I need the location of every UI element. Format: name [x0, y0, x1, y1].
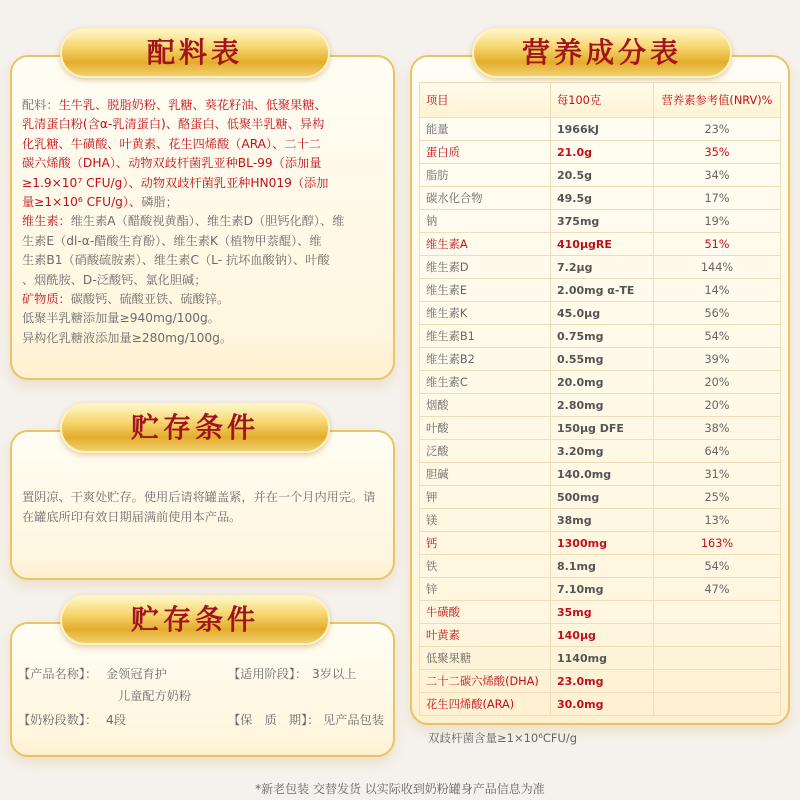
product-name-value-2: 儿童配方奶粉: [118, 689, 192, 703]
nutrient-value: 21.0g: [551, 141, 654, 164]
ingredients-segment: 异构化乳糖液添加量≥280mg/100g。: [22, 330, 233, 345]
nutrient-value: 500mg: [551, 486, 654, 509]
ingredients-segment: 生素E（dl-α-醋酸生育酚）、维生素K（植物甲萘醌）、维: [22, 233, 322, 248]
nutrition-row: [420, 555, 781, 578]
nutrition-row: [420, 647, 781, 670]
nutrient-value: 410μgRE: [551, 233, 654, 256]
ingredients-line: [22, 251, 392, 270]
nutrient-nrv: [654, 647, 781, 670]
nutrition-table: [419, 82, 781, 716]
nutrient-value: 1966kJ: [551, 118, 654, 141]
nutrient-nrv: 14%: [654, 279, 781, 302]
nutrient-value: 375mg: [551, 210, 654, 233]
nutrient-value: 2.00mg α-TE: [551, 279, 654, 302]
nutrient-nrv: 31%: [654, 463, 781, 486]
ingredients-text: [22, 96, 392, 348]
ingredients-segment: 低聚半乳糖添加量≥940mg/100g。: [22, 311, 220, 326]
nutrient-value: 140μg: [551, 624, 654, 647]
nutrition-row: [420, 578, 781, 601]
product-name-label: 【产品名称】：: [18, 667, 98, 681]
nutrient-name: 铁: [420, 555, 551, 578]
nutrient-name: 牛磺酸: [420, 601, 551, 624]
product-info-title: 贮存条件: [60, 595, 330, 645]
nutrient-value: 150μg DFE: [551, 417, 654, 440]
nutrient-value: 45.0μg: [551, 302, 654, 325]
nutrition-row: [420, 187, 781, 210]
nutrient-nrv: 39%: [654, 348, 781, 371]
nutrient-name: 镁: [420, 509, 551, 532]
nutrition-row: [420, 141, 781, 164]
nutrient-name: 维生素A: [420, 233, 551, 256]
ingredients-line: [22, 96, 392, 115]
nutrient-name: 能量: [420, 118, 551, 141]
nutrition-row: [420, 440, 781, 463]
nutrient-value: 30.0mg: [551, 693, 654, 716]
ingredients-line: [22, 212, 392, 231]
nutrient-value: 49.5g: [551, 187, 654, 210]
header-item: 项目: [420, 83, 551, 118]
nutrient-value: 1300mg: [551, 532, 654, 555]
nutrient-nrv: 54%: [654, 555, 781, 578]
nutrient-name: 叶酸: [420, 417, 551, 440]
nutrient-value: 140.0mg: [551, 463, 654, 486]
nutrition-row: [420, 256, 781, 279]
nutrient-name: 钾: [420, 486, 551, 509]
header-per-100g: 每100克: [551, 83, 654, 118]
shelf-life-value: 见产品包装: [323, 713, 384, 727]
nutrient-name: 胆碱: [420, 463, 551, 486]
ingredients-segment: 磷脂；: [141, 195, 178, 210]
shelf-life-label: 【保 质 期】：: [228, 713, 320, 727]
nutrient-nrv: 25%: [654, 486, 781, 509]
header-nrv: 营养素参考值(NRV)%: [654, 83, 781, 118]
nutrition-row: [420, 279, 781, 302]
nutrient-nrv: 17%: [654, 187, 781, 210]
nutrition-row: [420, 532, 781, 555]
nutrient-nrv: 51%: [654, 233, 781, 256]
nutrient-value: 0.55mg: [551, 348, 654, 371]
nutrient-value: 7.2μg: [551, 256, 654, 279]
nutrition-row: [420, 371, 781, 394]
nutrition-row: [420, 164, 781, 187]
nutrient-nrv: 13%: [654, 509, 781, 532]
nutrition-row: [420, 509, 781, 532]
ingredients-segment: 生牛乳、脱脂奶粉、乳糖、葵花籽油、低聚果糖、: [58, 98, 327, 112]
nutrition-row: [420, 601, 781, 624]
ingredients-line: [22, 309, 392, 328]
ingredients-line: [22, 290, 392, 309]
nutrition-header-row: [420, 83, 781, 118]
nutrient-nrv: 54%: [654, 325, 781, 348]
nutrient-name: 碳水化合物: [420, 187, 551, 210]
ingredients-line: [22, 271, 392, 290]
ingredients-segment: 碳酸钙、硫酸亚铁、硫酸锌。: [70, 292, 230, 307]
nutrient-nrv: 20%: [654, 394, 781, 417]
nutrient-name: 泛酸: [420, 440, 551, 463]
nutrient-name: 低聚果糖: [420, 647, 551, 670]
ingredients-segment: 碳六烯酸（DHA）、动物双歧杆菌乳亚种BL-99（添加量: [22, 156, 322, 171]
ingredients-line: [22, 115, 392, 134]
storage-title: 贮存条件: [60, 403, 330, 453]
storage-text: 置阴凉、干爽处贮存。使用后请将罐盖紧，并在一个月内用完。请在罐底所印有效日期届满前使用本产品。: [22, 490, 376, 524]
ingredients-segment: 乳清蛋白粉(含α-乳清蛋白)、酪蛋白、低聚半乳糖、异构: [22, 117, 325, 132]
nutrition-row: [420, 463, 781, 486]
nutrient-value: 0.75mg: [551, 325, 654, 348]
nutrient-value: 20.0mg: [551, 371, 654, 394]
stage-value: 3岁以上: [312, 667, 357, 681]
nutrient-name: 花生四烯酸(ARA): [420, 693, 551, 716]
nutrient-nrv: [654, 693, 781, 716]
nutrient-name: 叶黄素: [420, 624, 551, 647]
nutrient-nrv: [654, 601, 781, 624]
nutrient-value: 35mg: [551, 601, 654, 624]
nutrient-name: 维生素C: [420, 371, 551, 394]
nutrition-row: [420, 670, 781, 693]
ingredients-line: [22, 329, 392, 348]
nutrient-value: 3.20mg: [551, 440, 654, 463]
nutrient-value: 8.1mg: [551, 555, 654, 578]
nutrition-row: [420, 302, 781, 325]
nutrient-nrv: 23%: [654, 118, 781, 141]
nutrient-name: 钠: [420, 210, 551, 233]
ingredients-line: [22, 193, 392, 212]
nutrition-title: 营养成分表: [472, 28, 732, 78]
nutrition-row: [420, 486, 781, 509]
nutrient-nrv: 64%: [654, 440, 781, 463]
nutrient-value: 23.0mg: [551, 670, 654, 693]
stage-label: 【适用阶段】：: [228, 667, 308, 681]
nutrient-nrv: 38%: [654, 417, 781, 440]
nutrient-name: 维生素B1: [420, 325, 551, 348]
nutrient-nrv: 47%: [654, 578, 781, 601]
ingredients-segment: 维生素：: [22, 214, 71, 229]
nutrition-row: [420, 118, 781, 141]
nutrient-value: 2.80mg: [551, 394, 654, 417]
nutrition-row: [420, 624, 781, 647]
ingredients-line: [22, 174, 392, 193]
ingredients-segment: 维生素A（醋酸视黄酯）、维生素D（胆钙化醇）、维: [70, 214, 345, 229]
nutrition-row: [420, 693, 781, 716]
ingredients-line: [22, 232, 392, 251]
nutrient-name: 脂肪: [420, 164, 551, 187]
nutrient-name: 锌: [420, 578, 551, 601]
ingredients-line: [22, 135, 392, 154]
nutrition-row: [420, 210, 781, 233]
count-value: 4段: [106, 713, 126, 727]
nutrient-name: 维生素D: [420, 256, 551, 279]
bottom-note: *新老包装 交替发货 以实际收到奶粉罐身产品信息为准: [255, 782, 545, 796]
nutrient-name: 维生素K: [420, 302, 551, 325]
nutrition-row: [420, 394, 781, 417]
nutrient-nrv: 20%: [654, 371, 781, 394]
ingredients-title: 配料表: [60, 28, 330, 78]
ingredients-segment: 矿物质：: [22, 292, 71, 307]
nutrition-row: [420, 348, 781, 371]
nutrition-row: [420, 233, 781, 256]
count-label: 【奶粉段数】：: [18, 713, 98, 727]
ingredients-segment: 生素B1（硝酸硫胺素）、维生素C（L- 抗坏血酸钠）、叶酸: [22, 253, 330, 268]
nutrition-footnote: 双歧杆菌含量≥1×10⁶CFU/g: [428, 731, 578, 745]
nutrient-value: 7.10mg: [551, 578, 654, 601]
nutrient-name: 钙: [420, 532, 551, 555]
nutrient-nrv: 34%: [654, 164, 781, 187]
nutrient-nrv: [654, 670, 781, 693]
nutrient-value: 38mg: [551, 509, 654, 532]
nutrient-name: 烟酸: [420, 394, 551, 417]
ingredients-segment: 配料：: [22, 98, 59, 112]
ingredients-segment: 量≥1×10⁶ CFU/g）、: [22, 195, 142, 210]
ingredients-segment: ≥1.9×10⁷ CFU/g）、动物双歧杆菌乳亚种HN019（添加: [22, 175, 329, 190]
nutrient-nrv: 35%: [654, 141, 781, 164]
nutrient-value: 1140mg: [551, 647, 654, 670]
ingredients-line: [22, 154, 392, 173]
nutrient-nrv: 163%: [654, 532, 781, 555]
nutrient-name: 二十二碳六烯酸(DHA): [420, 670, 551, 693]
nutrient-value: 20.5g: [551, 164, 654, 187]
nutrition-row: [420, 417, 781, 440]
ingredients-segment: 、烟酰胺、D-泛酸钙、氯化胆碱；: [22, 272, 207, 287]
nutrient-nrv: 19%: [654, 210, 781, 233]
nutrient-name: 蛋白质: [420, 141, 551, 164]
product-name-value: 金领冠育护: [106, 667, 167, 681]
nutrient-nrv: 144%: [654, 256, 781, 279]
ingredients-segment: 化乳糖、牛磺酸、叶黄素、花生四烯酸（ARA）、二十二: [22, 136, 321, 151]
nutrient-name: 维生素E: [420, 279, 551, 302]
nutrient-name: 维生素B2: [420, 348, 551, 371]
nutrient-nrv: 56%: [654, 302, 781, 325]
nutrient-nrv: [654, 624, 781, 647]
nutrition-row: [420, 325, 781, 348]
